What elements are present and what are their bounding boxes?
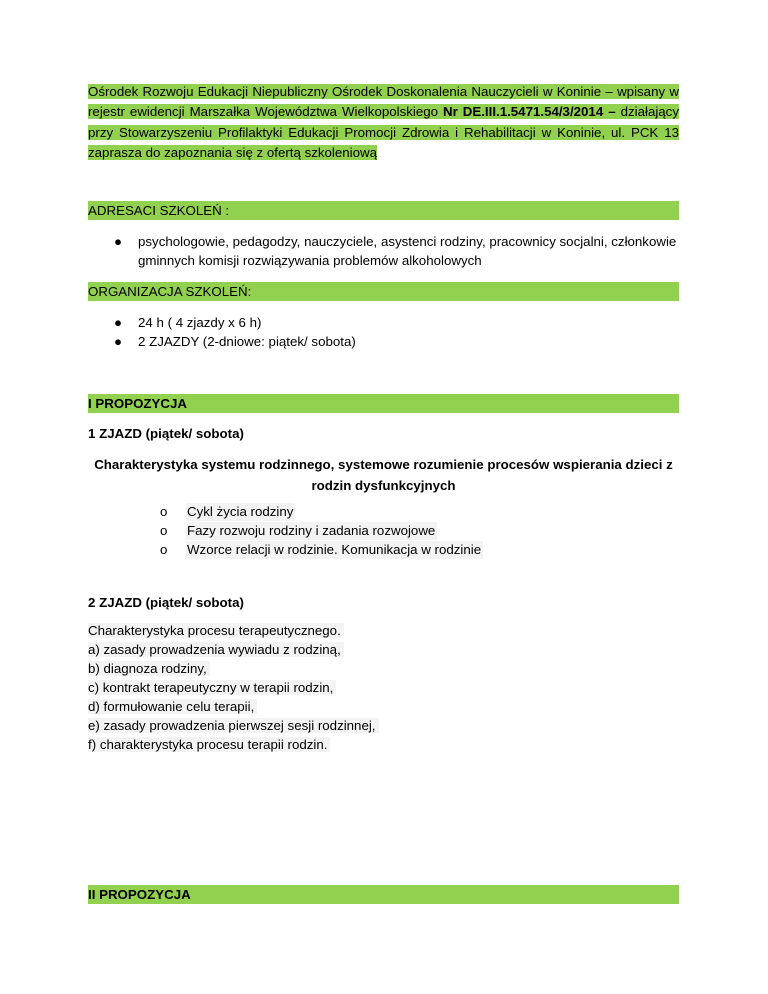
circle-bullet-icon: o	[160, 523, 168, 538]
recipients-item-text: psychologowie, pedagodzy, nauczyciele, asystenci rodziny, pracownicy socjalni, członkowie gminnych komisji rozwiązywania problemów alkoholowych	[138, 234, 677, 268]
meeting1-topic-line2: rodzin dysfunkcyjnych	[311, 478, 456, 493]
meeting2-line	[88, 697, 257, 716]
meeting2-line-text: f) charakterystyka procesu terapii rodzin.	[88, 737, 330, 752]
organization-item-text: 24 h ( 4 zjazdy x 6 h)	[138, 315, 262, 330]
meeting2-line	[88, 735, 330, 754]
meeting2-line	[88, 621, 344, 640]
meeting1-item-text: Cykl życia rodziny	[187, 504, 294, 519]
meeting1-item-text: Fazy rozwoju rodziny i zadania rozwojowe	[187, 523, 436, 538]
meeting2-line	[88, 678, 336, 697]
meeting2-line-text: e) zasady prowadzenia pierwszej sesji rodzinnej,	[88, 718, 379, 733]
intro-paragraph	[88, 82, 679, 163]
meeting2-line-text: b) diagnoza rodziny,	[88, 661, 210, 676]
recipients-heading: ADRESACI SZKOLEŃ :	[88, 201, 679, 220]
organization-item-text: 2 ZJAZDY (2-dniowe: piątek/ sobota)	[138, 334, 356, 349]
bullet-icon: ●	[114, 334, 123, 349]
meeting1-topic-line1: Charakterystyka systemu rodzinnego, systemowe rozumienie procesów wspierania dzieci z	[94, 457, 673, 472]
meeting1-title: 1 ZJAZD (piątek/ sobota)	[88, 426, 244, 441]
meeting2-line	[88, 640, 344, 659]
meeting2-line	[88, 659, 210, 678]
intro-text-part1: Ośrodek Rozwoju Edukacji Niepubliczny Ośrodek Doskonalenia Nauczycieli w Koninie – wpisany w rejestr ewidencji Marszałka Województwa Wielkopolskiego	[88, 84, 679, 120]
bullet-icon: ●	[114, 315, 123, 330]
organization-heading: ORGANIZACJA SZKOLEŃ:	[88, 282, 679, 301]
meeting2-title: 2 ZJAZD (piątek/ sobota)	[88, 595, 244, 610]
meeting1-item-text: Wzorce relacji w rodzinie. Komunikacja w rodzinie	[187, 542, 482, 557]
registry-number: Nr DE.III.1.5471.54/3/2014 –	[443, 104, 616, 120]
bullet-icon: ●	[114, 234, 123, 249]
meeting1-topic	[88, 454, 679, 496]
proposal2-heading: II PROPOZYCJA	[88, 885, 679, 904]
meeting2-line-text: d) formułowanie celu terapii,	[88, 699, 257, 714]
intro-text-part2: działający przy Stowarzyszeniu Profilaktyki Edukacji Promocji Zdrowia i Rehabilitacji w Koninie, ul. PCK 13 zaprasza do zapoznania się z ofertą szkoleniową	[88, 104, 679, 160]
circle-bullet-icon: o	[160, 542, 168, 557]
meeting2-line-text: c) kontrakt terapeutyczny w terapii rodzin,	[88, 680, 336, 695]
proposal1-heading: I PROPOZYCJA	[88, 394, 679, 413]
meeting2-line	[88, 716, 379, 735]
meeting2-line-text: Charakterystyka procesu terapeutycznego.	[88, 623, 344, 638]
recipients-list-item	[114, 232, 677, 270]
meeting2-line-text: a) zasady prowadzenia wywiadu z rodziną,	[88, 642, 344, 657]
circle-bullet-icon: o	[160, 504, 168, 519]
